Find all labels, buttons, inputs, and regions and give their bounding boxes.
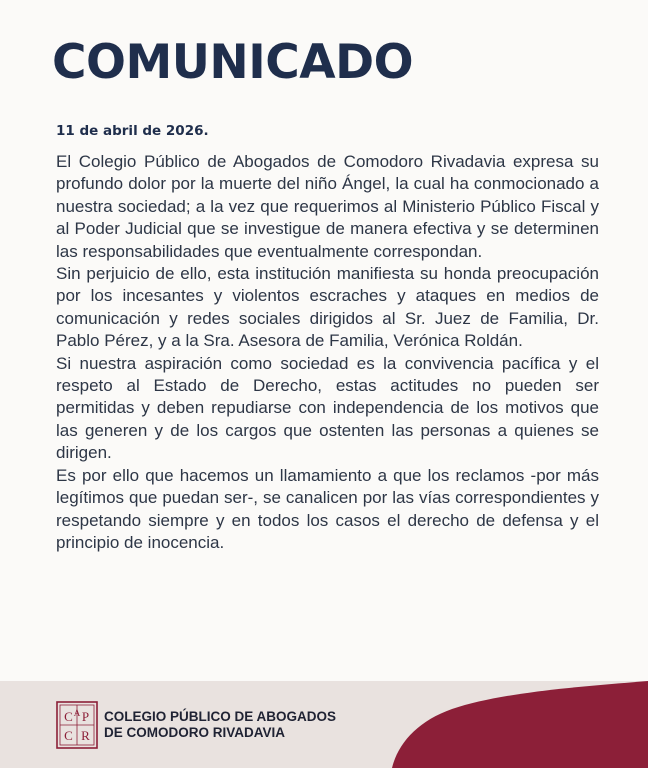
paragraph-2: Sin perjuicio de ello, esta institución manifiesta su honda preocupación por los incesantes y violentos escraches y ataques en medios de comunicación y redes sociales dirigidos al Sr. Juez de Familia, Dr. Pablo Pérez, y a la Sra. Asesora de Familia, Verónica Roldán.	[56, 264, 599, 351]
page-title: COMUNICADO	[52, 35, 414, 90]
logo-letter-c: C	[64, 709, 73, 724]
logo-letter-c2: C	[64, 728, 73, 743]
paragraph-4: Es por ello que hacemos un llamamiento a que los reclamos -por más legítimos que puedan ser-, se canalicen por las vías correspondientes y respetando siempre y en todos los casos el derecho de defensa y el principio de inocencia.	[56, 465, 599, 552]
logo-letter-p: P	[81, 709, 90, 724]
organization-name-line-2: DE COMODORO RIVADAVIA	[104, 725, 286, 740]
organization-name-line-1: COLEGIO PÚBLICO DE ABOGADOS	[104, 709, 337, 724]
paragraph-1: El Colegio Público de Abogados de Comodoro Rivadavia expresa su profundo dolor por la muerte del niño Ángel, la cual ha conmocionado a nuestra sociedad; a la vez que requerimos al Ministerio Público Fiscal y al Poder Judicial que se investigue de manera efectiva y se determinen las responsabilidades que eventualmente correspondan.	[56, 152, 599, 261]
logo-letter-r: R	[81, 728, 90, 743]
paragraph-3: Si nuestra aspiración como sociedad es la convivencia pacífica y el respeto al Estado de Derecho, estas actitudes no pueden ser permitidas y deben repudiarse con independencia de los motivos que las generen y de los cargos que ostenten las personas a quienes se dirigen.	[56, 353, 599, 463]
footer-band	[0, 681, 648, 768]
document-date: 11 de abril de 2026.	[56, 123, 209, 139]
organization-name	[104, 709, 336, 741]
statement-body	[56, 151, 599, 554]
logo-letter-a: A	[73, 708, 81, 718]
cpacr-monogram-logo	[56, 701, 98, 749]
